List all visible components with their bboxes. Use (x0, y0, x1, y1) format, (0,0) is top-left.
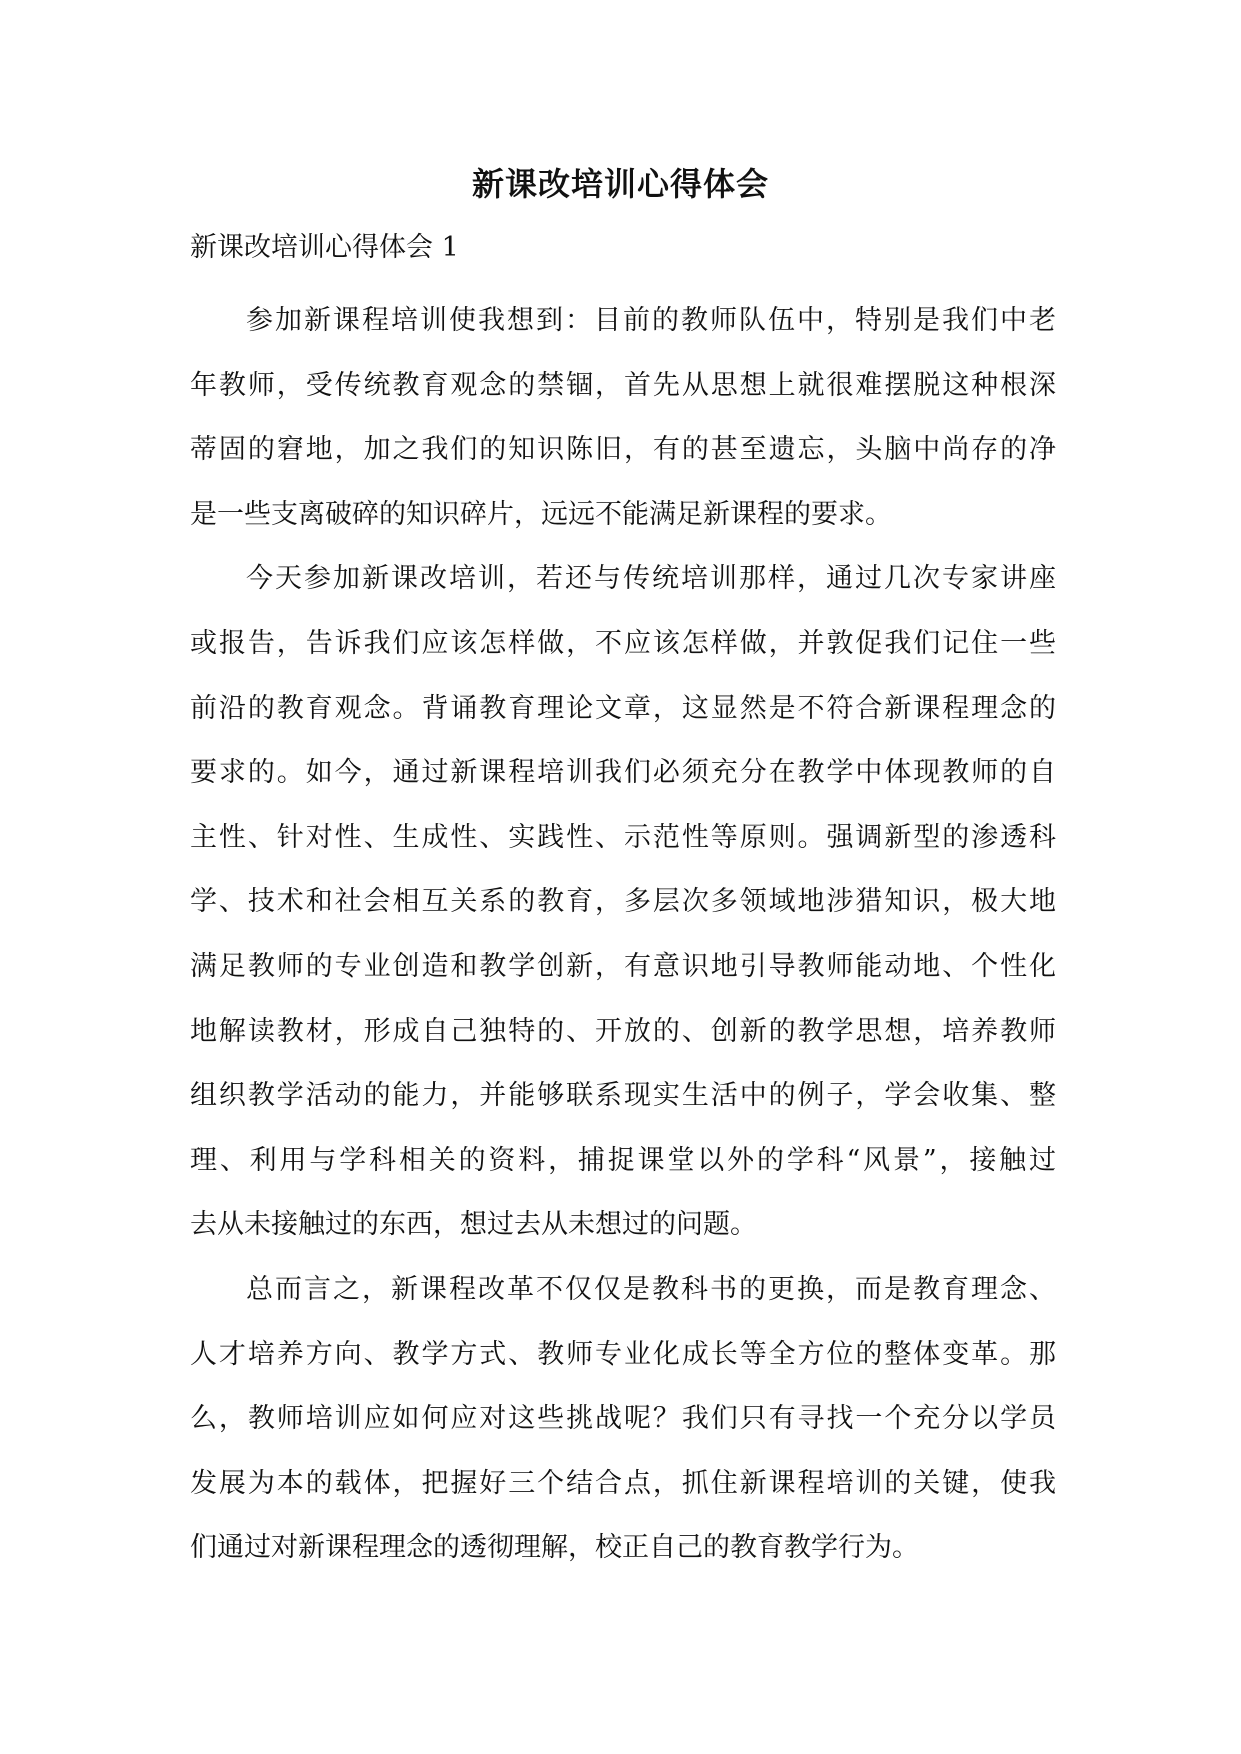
text-line: 要求的。如今，通过新课程培训我们必须充分在教学中体现教师的自 (190, 757, 1056, 789)
text-line: 参加新课程培训使我想到：目前的教师队伍中，特别是我们中老 (246, 305, 1056, 336)
document-body (190, 289, 1056, 1581)
document-title: 新课改培训心得体会 (471, 165, 769, 203)
text-line: 年教师，受传统教育观念的禁锢，首先从思想上就很难摆脱这种根深 (190, 369, 1056, 401)
paragraph (190, 547, 1056, 1258)
text-line: 地解读教材，形成自己独特的、开放的、创新的教学思想，培养教师 (190, 1015, 1056, 1047)
text-line: 是一些支离破碎的知识碎片，远远不能满足新课程的要求。 (190, 498, 892, 530)
text-line: 学、技术和社会相互关系的教育，多层次多领域地涉猎知识，极大地 (190, 886, 1056, 918)
text-line: 发展为本的载体，把握好三个结合点，抓住新课程培训的关键，使我 (190, 1467, 1056, 1499)
text-line: 理、利用与学科相关的资料，捕捉课堂以外的学科“风景”，接触过 (190, 1144, 1056, 1176)
text-line: 人才培养方向、教学方式、教师专业化成长等全方位的整体变革。那 (190, 1338, 1056, 1370)
text-line: 满足教师的专业创造和教学创新，有意识地引导教师能动地、个性化 (190, 950, 1056, 982)
section-heading: 新课改培训心得体会 1 (190, 232, 459, 263)
text-line: 总而言之，新课程改革不仅仅是教科书的更换，而是教育理念、 (246, 1273, 1056, 1305)
text-line: 或报告，告诉我们应该怎样做，不应该怎样做，并敦促我们记住一些 (190, 627, 1056, 659)
text-line: 去从未接触过的东西，想过去从未想过的问题。 (190, 1209, 757, 1241)
paragraph (190, 289, 1056, 547)
text-line: 们通过对新课程理念的透彻理解，校正自己的教育教学行为。 (190, 1532, 919, 1564)
text-line: 主性、针对性、生成性、实践性、示范性等原则。强调新型的渗透科 (190, 821, 1056, 853)
text-line: 组织教学活动的能力，并能够联系现实生活中的例子，学会收集、整 (190, 1080, 1056, 1112)
text-line: 蒂固的窘地，加之我们的知识陈旧，有的甚至遗忘，头脑中尚存的净 (190, 434, 1056, 466)
text-line: 前沿的教育观念。背诵教育理论文章，这显然是不符合新课程理念的 (190, 692, 1056, 724)
text-line: 么，教师培训应如何应对这些挑战呢？我们只有寻找一个充分以学员 (190, 1403, 1056, 1435)
paragraph (190, 1258, 1056, 1581)
text-line: 今天参加新课改培训，若还与传统培训那样，通过几次专家讲座 (246, 563, 1056, 595)
